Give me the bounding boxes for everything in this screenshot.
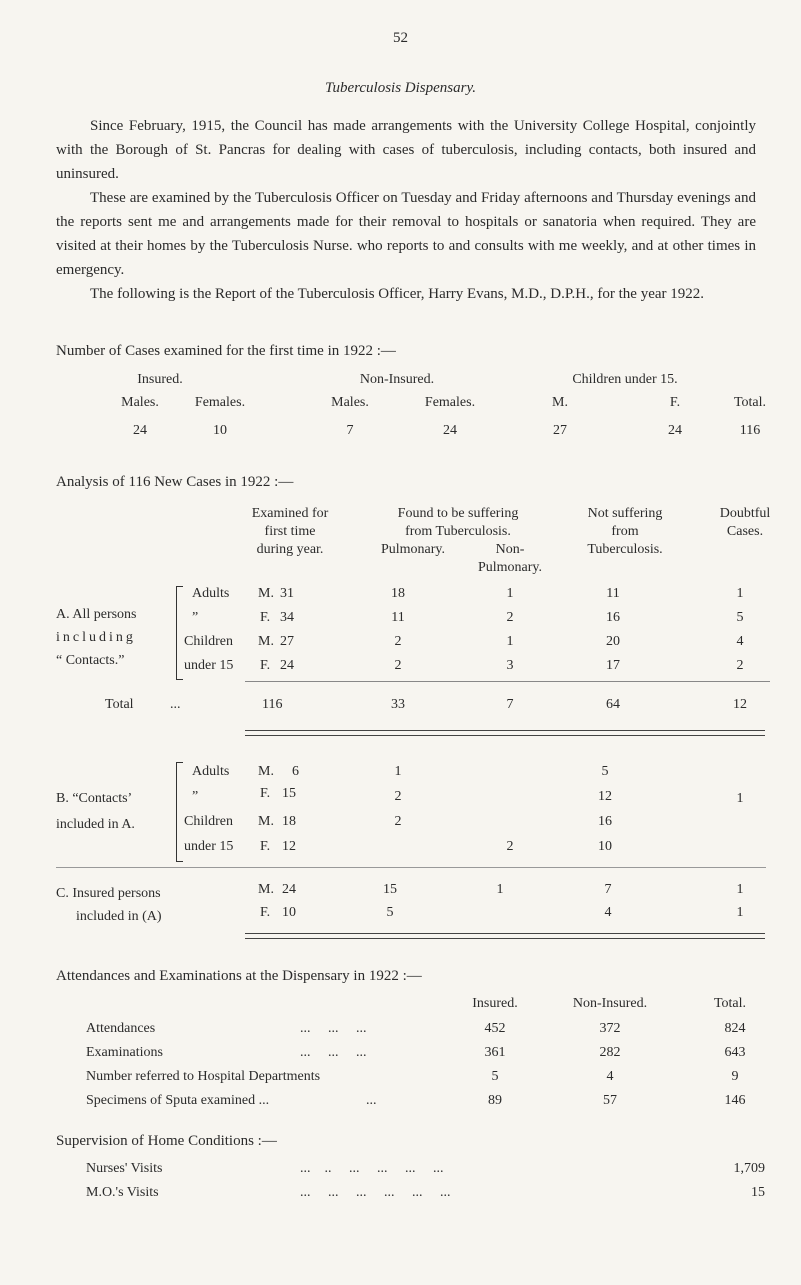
att-row-1-total: 824 [724, 1021, 746, 1036]
b-row-2-sex: F. [260, 786, 271, 801]
col-m: M. [552, 395, 568, 410]
att-row-2-total: 643 [724, 1045, 746, 1060]
a-row-2-pulmonary: 11 [391, 610, 405, 625]
c-row-1-sex: M. [258, 882, 274, 897]
first-time-title: Number of Cases examined for the first time in 1922 :— [56, 343, 396, 359]
a-row-4-non-pulmonary: 3 [506, 658, 514, 673]
b-row-2-examined: 15 [282, 786, 296, 801]
total-non-pulmonary: 7 [506, 697, 514, 712]
b-row-1-examined: 6 [292, 764, 299, 779]
section-c-double-rule [245, 933, 765, 939]
a-row-2-not-suffering: 16 [606, 610, 620, 625]
b-row-3-sex: M. [258, 814, 274, 829]
c-row-1-pulmonary: 15 [383, 882, 397, 897]
header-examined: Examined for first time during year. [251, 506, 329, 557]
paragraph-1: Since February, 1915, the Council has made arrangements with the University College Hospital, conjointly with the Borough of St. Pancras for dealing with cases of tuberculosis, including contacts, both insured and uninsured. [56, 118, 756, 182]
col-females-2: Females. [424, 395, 476, 410]
att-row-4-label: Specimens of Sputa examined ... [86, 1093, 270, 1108]
b-row-3-pulmonary: 2 [394, 814, 402, 829]
a-row-1-non-pulmonary: 1 [506, 586, 514, 601]
b-row-2-pulmonary: 2 [394, 789, 402, 804]
a-row-4-examined: 24 [280, 658, 294, 673]
supervision-title: Supervision of Home Conditions :— [56, 1133, 277, 1149]
a-row-4-group: under 15 [184, 658, 234, 673]
att-row-4-insured: 89 [488, 1093, 502, 1108]
att-row-1-non-insured: 372 [599, 1021, 621, 1036]
a-row-4-pulmonary: 2 [394, 658, 402, 673]
val-children-m: 27 [553, 423, 567, 438]
att-row-2-non-insured: 282 [599, 1045, 621, 1060]
sup-row-2-value: 15 [751, 1185, 765, 1200]
page-heading: Tuberculosis Dispensary. [324, 80, 477, 96]
b-row-1-not-suffering: 5 [601, 764, 609, 779]
att-col-total: Total. [713, 996, 747, 1011]
header-found: Found to be suffering from Tuberculosis. [397, 506, 519, 539]
b-row-4-not-suffering: 10 [598, 839, 612, 854]
a-row-3-examined: 27 [280, 634, 294, 649]
val-noninsured-females: 24 [443, 423, 457, 438]
b-row-4-sex: F. [260, 839, 271, 854]
val-insured-males: 24 [133, 423, 147, 438]
a-row-3-pulmonary: 2 [394, 634, 402, 649]
group-insured: Insured. [137, 372, 183, 387]
header-not-suffering: Not suffering from Tuberculosis. [587, 506, 663, 557]
section-a-label: A. All persons including “ Contacts.” [56, 607, 137, 668]
total-label: Total [105, 697, 134, 712]
sup-row-1-value: 1,709 [733, 1161, 765, 1176]
sup-row-2-label: M.O.'s Visits [86, 1185, 159, 1200]
paragraph-2: These are examined by the Tuberculosis Officer on Tuesday and Friday afternoons and Thursday evenings and the reports sent me and arrangements made for their removal to hospitals or sanatoria when required. They are visited at their homes by the Tuberculosis Nurse. who reports to and consults with me weekly, and at other times in emergency. [56, 190, 756, 278]
b-row-2-not-suffering: 12 [598, 789, 612, 804]
col-total: Total. [733, 395, 767, 410]
att-row-4-total: 146 [724, 1093, 746, 1108]
a-row-1-examined: 31 [280, 586, 294, 601]
c-row-2-pulmonary: 5 [386, 905, 394, 920]
a-row-4-doubtful: 2 [736, 658, 744, 673]
att-row-3-insured: 5 [491, 1069, 499, 1084]
col-f: F. [669, 395, 681, 410]
a-row-3-non-pulmonary: 1 [506, 634, 514, 649]
c-row-2-doubtful: 1 [736, 905, 744, 920]
a-row-4-not-suffering: 17 [606, 658, 620, 673]
a-row-1-sex: M. [258, 586, 274, 601]
b-doubtful: 1 [736, 791, 744, 806]
a-row-3-not-suffering: 20 [606, 634, 620, 649]
a-row-2-sex: F. [260, 610, 271, 625]
c-row-1-doubtful: 1 [736, 882, 744, 897]
sup-row-2-dots: ... ... ... ... ... ... [300, 1185, 451, 1200]
section-b-rule [56, 867, 766, 868]
total-not-suffering: 64 [606, 697, 620, 712]
att-row-4-non-insured: 57 [603, 1093, 617, 1108]
col-females-1: Females. [194, 395, 246, 410]
a-row-3-sex: M. [258, 634, 274, 649]
a-row-2-group: ” [192, 610, 199, 625]
att-row-3-total: 9 [731, 1069, 739, 1084]
c-row-1-examined: 24 [282, 882, 296, 897]
att-col-insured: Insured. [472, 996, 518, 1011]
c-row-2-sex: F. [260, 905, 271, 920]
a-row-2-non-pulmonary: 2 [506, 610, 514, 625]
section-a-brace [176, 586, 183, 680]
total-pulmonary: 33 [391, 697, 405, 712]
a-row-2-doubtful: 5 [736, 610, 744, 625]
col-males-2: Males. [331, 395, 369, 410]
att-row-3-non-insured: 4 [606, 1069, 614, 1084]
group-children: Children under 15. [572, 372, 678, 387]
header-pulmonary: Pulmonary. [380, 542, 446, 557]
a-row-3-doubtful: 4 [736, 634, 744, 649]
b-row-1-pulmonary: 1 [394, 764, 402, 779]
a-row-1-pulmonary: 18 [391, 586, 405, 601]
b-row-3-group: Children [184, 814, 233, 829]
section-b-brace [176, 762, 183, 862]
a-row-3-group: Children [184, 634, 233, 649]
analysis-title: Analysis of 116 New Cases in 1922 :— [56, 474, 294, 490]
attendances-title: Attendances and Examinations at the Dispensary in 1922 :— [56, 968, 422, 984]
c-row-1-non-pulmonary: 1 [496, 882, 504, 897]
c-row-2-not-suffering: 4 [604, 905, 612, 920]
val-insured-females: 10 [213, 423, 227, 438]
sup-row-1-dots: ... .. ... ... ... ... [300, 1161, 444, 1176]
a-row-1-doubtful: 1 [736, 586, 744, 601]
val-children-f: 24 [668, 423, 682, 438]
att-row-2-insured: 361 [484, 1045, 506, 1060]
att-row-4-dots: ... [366, 1093, 377, 1108]
c-row-2-examined: 10 [282, 905, 296, 920]
b-row-4-non-pulmonary: 2 [506, 839, 514, 854]
val-total: 116 [739, 423, 761, 438]
b-row-3-examined: 18 [282, 814, 296, 829]
att-row-1-insured: 452 [484, 1021, 506, 1036]
b-row-3-not-suffering: 16 [598, 814, 612, 829]
paragraph-3: The following is the Report of the Tuberculosis Officer, Harry Evans, M.D., D.P.H., for the year 1922. [90, 286, 705, 302]
col-males-1: Males. [121, 395, 159, 410]
att-row-2-dots: ... ... ... [300, 1045, 367, 1060]
att-row-1-label: Attendances [86, 1021, 156, 1036]
c-row-1-not-suffering: 7 [604, 882, 612, 897]
group-non-insured: Non-Insured. [359, 372, 435, 387]
header-doubtful: Doubtful Cases. [719, 506, 771, 539]
att-row-1-dots: ... ... ... [300, 1021, 367, 1036]
total-dots: ... [170, 697, 181, 712]
att-row-2-label: Examinations [86, 1045, 163, 1060]
page-number: 52 [393, 30, 408, 46]
b-row-4-examined: 12 [282, 839, 296, 854]
b-row-2-group: ” [192, 789, 199, 804]
section-c-label: C. Insured persons included in (A) [56, 886, 162, 924]
a-row-1-not-suffering: 11 [606, 586, 620, 601]
b-row-1-sex: M. [258, 764, 274, 779]
b-row-4-group: under 15 [184, 839, 234, 854]
total-doubtful: 12 [733, 697, 747, 712]
att-row-3-label: Number referred to Hospital Departments [86, 1069, 321, 1084]
header-non-pulmonary: Non- Pulmonary. [477, 542, 543, 575]
total-double-rule [245, 730, 765, 736]
total-examined: 116 [262, 697, 283, 712]
a-row-1-group: Adults [192, 586, 230, 601]
val-noninsured-males: 7 [346, 423, 354, 438]
att-col-non-insured: Non-Insured. [572, 996, 648, 1011]
a-row-4-sex: F. [260, 658, 271, 673]
a-row-2-examined: 34 [280, 610, 294, 625]
b-row-1-group: Adults [192, 764, 230, 779]
subtotal-rule [245, 681, 770, 682]
section-b-label: B. “Contacts’ included in A. [56, 791, 135, 832]
sup-row-1-label: Nurses' Visits [86, 1161, 163, 1176]
